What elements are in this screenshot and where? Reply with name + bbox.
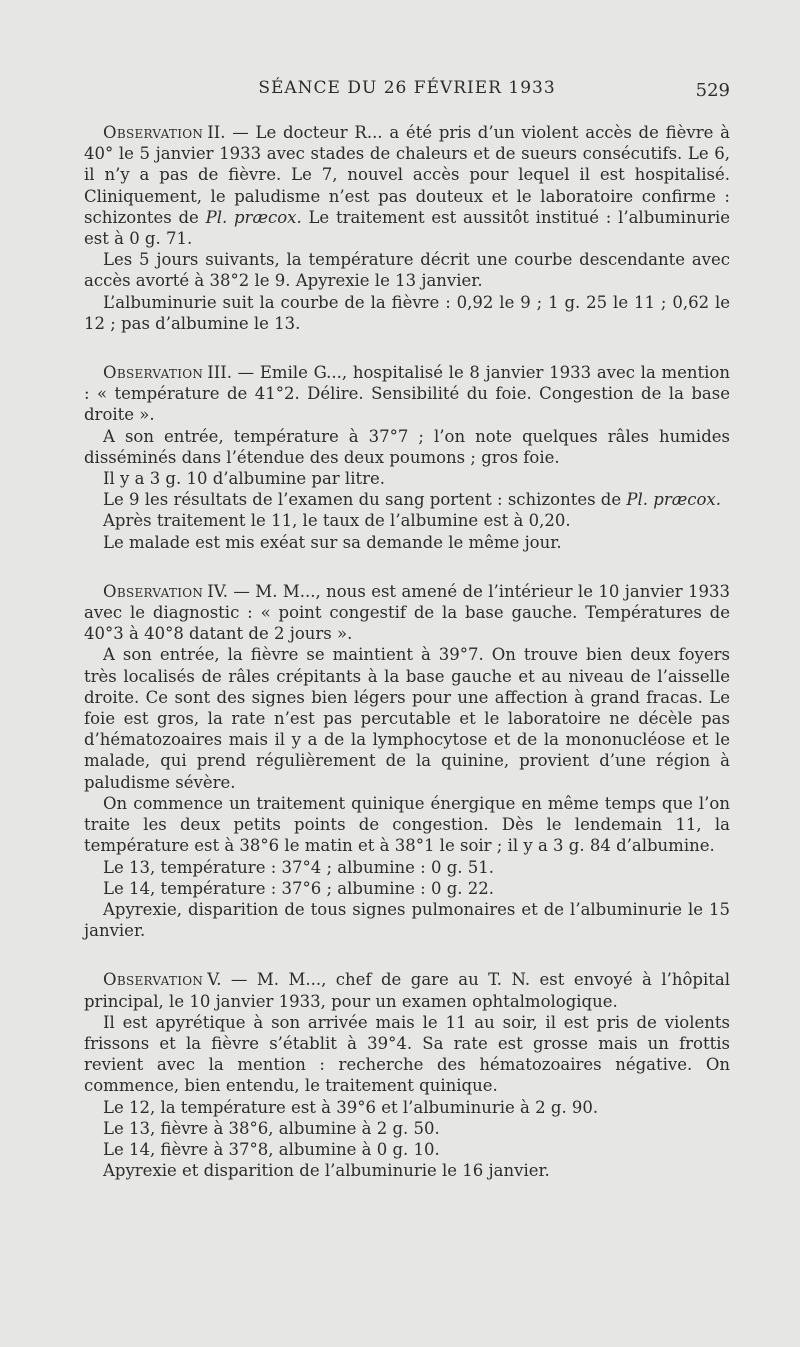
species-name: Pl. præcox. xyxy=(626,490,721,510)
observation-text: IV. — M. M..., nous est amené de l’intérieur le 10 janvier 1933 avec le diagnostic : « point congestif de la base gauche. Températures de 40°3 à 40°8 datant de 2 jours ». xyxy=(84,581,730,644)
observation-label: Observation xyxy=(103,970,204,990)
running-title: SÉANCE DU 26 FÉVRIER 1933 xyxy=(258,78,556,98)
species-name: Pl. præcox. xyxy=(205,207,302,227)
page-number: 529 xyxy=(695,80,730,101)
observation-label: Observation xyxy=(103,581,204,601)
paragraph: Apyrexie, disparition de tous signes pulmonaires et de l’albuminurie le 15 janvier. xyxy=(84,899,730,941)
paragraph: On commence un traitement quinique énergique en même temps que l’on traite les deux petits points de congestion. Dès le lendemain 11, la température est à 38°6 le matin et à 38°1 le soir ; il y a 3 g. 84 d’albumine. xyxy=(84,793,730,856)
page-header xyxy=(84,78,730,102)
paragraph: A son entrée, température à 37°7 ; l’on note quelques râles humides disséminés dans l’étendue des deux poumons ; gros foie. xyxy=(84,426,730,467)
paragraph: Le 14, température : 37°6 ; albumine : 0 g. 22. xyxy=(103,878,494,898)
paragraph xyxy=(84,362,730,426)
paragraph: L’albuminurie suit la courbe de la fièvre : 0,92 le 9 ; 1 g. 25 le 11 ; 0,62 le 12 ; pas d’albumine le 13. xyxy=(84,292,730,333)
paragraph: Il y a 3 g. 10 d’albumine par litre. xyxy=(103,469,386,489)
paragraph: Le 14, fièvre à 37°8, albumine à 0 g. 10. xyxy=(103,1139,440,1159)
observation-text-cont: Le traitement est aussitôt institué : l’albuminurie est à 0 g. 71. xyxy=(84,207,730,249)
paragraph: A son entrée, la fièvre se maintient à 39°7. On trouve bien deux foyers très localisés de râles crépitants à la base gauche et au niveau de l’aisselle droite. Ce sont des signes bien légers pour une affection à grand fracas. Le foie est gros, la rate n’est pas percutable et le laboratoire ne décèle pas d’hématozoaires mais il y a de la lymphocytose et de la mononucléose et le malade, qui prend régulièrement de la quinine, provient d’une région à paludisme sévère. xyxy=(84,645,730,792)
observation-text: V. — M. M..., chef de gare au T. N. est envoyé à l’hôpital principal, le 10 janvier 1933, pour un examen ophtalmologique. xyxy=(84,970,730,1011)
observation-text: III. — Emile G..., hospitalisé le 8 janvier 1933 avec la mention : « température de 41°2. Délire. Sensibilité du foie. Congestion de la base droite ». xyxy=(84,363,730,425)
paragraph-text: Le 9 les résultats de l’examen du sang portent : schizontes de xyxy=(103,490,627,510)
paragraph: Le 12, la température est à 39°6 et l’albuminurie à 2 g. 90. xyxy=(103,1097,599,1117)
observation-text: II. — Le docteur R... a été pris d’un violent accès de fièvre à 40° le 5 janvier 1933 avec stades de chaleurs et de sueurs consécutifs. Le 6, il n’y a pas de fièvre. Le 7, nouvel accès pour lequel il est hospitalisé. Cliniquement, le paludisme n’est pas douteux et le laboratoire confirme : schizontes de xyxy=(84,123,730,227)
observation-iii xyxy=(84,362,730,553)
paragraph: Le malade est mis exéat sur sa demande le même jour. xyxy=(103,532,562,552)
page-body xyxy=(84,122,730,1209)
paragraph xyxy=(84,489,730,510)
paragraph xyxy=(84,122,730,249)
paragraph: Les 5 jours suivants, la température décrit une courbe descendante avec accès avorté à 38°2 le 9. Apyrexie le 13 janvier. xyxy=(84,250,730,291)
paragraph: Apyrexie et disparition de l’albuminurie le 16 janvier. xyxy=(103,1161,550,1181)
paragraph: Il est apyrétique à son arrivée mais le 11 au soir, il est pris de violents frissons et la fièvre s’établit à 39°4. Sa rate est grosse mais un frottis revient avec la mention : recherche des hématozoaires négative. On commence, bien entendu, le traitement quinique. xyxy=(84,1012,730,1096)
paragraph xyxy=(84,581,730,645)
paragraph: Le 13, fièvre à 38°6, albumine à 2 g. 50. xyxy=(103,1118,440,1138)
observation-label: Observation xyxy=(103,123,204,142)
observation-iv xyxy=(84,581,730,941)
paragraph: Le 13, température : 37°4 ; albumine : 0 g. 51. xyxy=(103,857,494,877)
paragraph: Après traitement le 11, le taux de l’albumine est à 0,20. xyxy=(103,511,571,531)
observation-v xyxy=(84,969,730,1181)
observation-ii xyxy=(84,122,730,334)
paragraph xyxy=(84,969,730,1011)
observation-label: Observation xyxy=(103,363,204,383)
